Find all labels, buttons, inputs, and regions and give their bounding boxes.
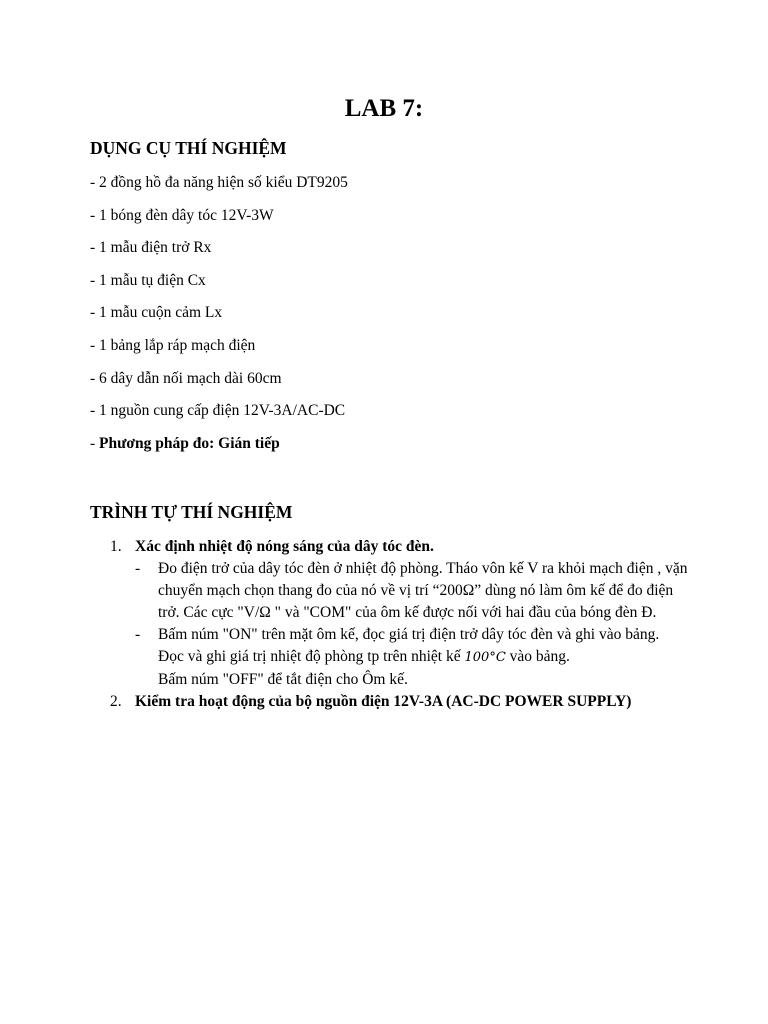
sub-item-dash: - <box>135 560 141 577</box>
step-title: Xác định nhiệt độ nóng sáng của dây tóc đèn. <box>135 538 434 555</box>
procedure-heading: TRÌNH TỰ THÍ NGHIỆM <box>90 502 293 522</box>
equipment-item: - 6 dây dẫn nối mạch dài 60cm <box>90 369 282 387</box>
method-item <box>90 433 348 466</box>
step-number: 1. <box>110 538 122 555</box>
equipment-list <box>90 172 348 465</box>
continuation-text-end: vào bảng. <box>505 648 570 665</box>
step-number: 2. <box>110 693 122 710</box>
procedure-step <box>90 691 690 713</box>
temperature-math: 100°C <box>464 650 506 665</box>
sub-item <box>90 624 690 646</box>
equipment-item: - 2 đồng hồ đa năng hiện số kiểu DT9205 <box>90 174 348 191</box>
equipment-item: - 1 mẫu cuộn cảm Lx <box>90 304 223 322</box>
step-title: Kiểm tra hoạt động của bộ nguồn điện 12V-3A (AC-DC POWER SUPPLY) <box>135 693 632 710</box>
procedure-steps <box>90 536 690 713</box>
sub-item-dash: - <box>135 626 141 643</box>
sub-item-text: Bấm núm "ON" trên mặt ôm kế, đọc giá trị điện trở dây tóc đèn và ghi vào bảng. <box>158 626 660 643</box>
equipment-item: - 1 mẫu tụ điện Cx <box>90 271 206 289</box>
method-text: Phương pháp đo: Gián tiếp <box>99 434 280 452</box>
equipment-item: - 1 mẫu điện trở Rx <box>90 239 212 257</box>
sub-continuation <box>90 646 690 669</box>
page-title: LAB 7: <box>344 95 424 122</box>
equipment-item: - 1 bảng lắp ráp mạch điện <box>90 336 256 354</box>
equipment-item: - 1 bóng đèn dây tóc 12V-3W <box>90 206 274 224</box>
equipment-heading: DỤNG CỤ THÍ NGHIỆM <box>90 138 287 158</box>
method-prefix: - <box>90 434 100 452</box>
sub-item <box>90 558 690 624</box>
sub-item-text: Đo điện trở của dây tóc đèn ở nhiệt độ phòng. Tháo vôn kế V ra khỏi mạch điện , vặn chuyển mạch chọn thang đo của nó về vị trí “200Ω” dùng nó làm ôm kế để đo điện trở. Các cực "V/Ω " và "COM" của ôm kế được nối với hai đầu của bóng đèn Đ. <box>158 560 688 621</box>
equipment-item: - 1 nguồn cung cấp điện 12V-3A/AC-DC <box>90 402 346 420</box>
sub-continuation: Bấm núm "OFF" để tắt điện cho Ôm kế. <box>158 671 408 688</box>
continuation-text: Đọc và ghi giá trị nhiệt độ phòng tp trên nhiệt kế <box>158 648 465 665</box>
procedure-step <box>90 536 690 558</box>
